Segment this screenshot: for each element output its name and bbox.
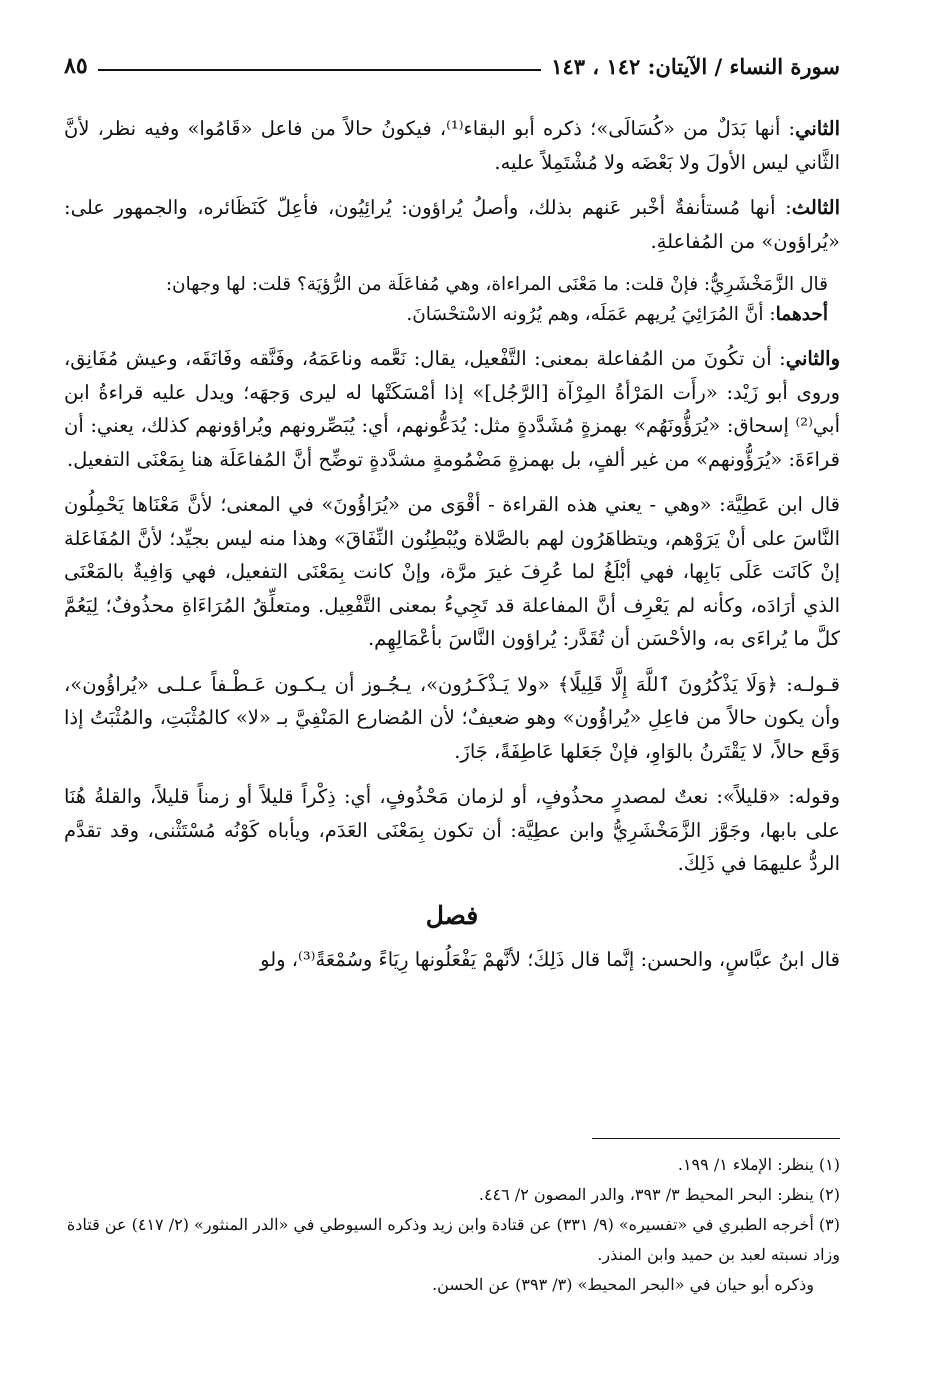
footnote: (٣) أخرجه الطبري في «تفسيره» (٩/ ٣٣١) عن قتادة وابن زيد وذكره السيوطي في «الدر المنثور» (٢/ ٤١٧) عن قتادة وزاد نسبته لعبد بن حميد وابن المنذر. [66, 1215, 840, 1264]
paragraph [64, 488, 840, 656]
paragraph [64, 112, 840, 179]
paragraph-text: قال ابن عَطِيَّة: «وهي - يعني هذه القراءة - أقْوَى من «يُرَاؤُونَ» في المعنى؛ لأنَّ مَعْنَاها يَحْمِلُون النَّاسَ على أنْ يَرَوْهم، ويتظاهَرُون لهم بالصَّلاة ويُبْطِنُون النِّفَاقَ» وهذا منه ليس بجيِّد؛ لأنَّ المُفَاعَلة إنْ كَانَت عَلَى بَابِها، فهي أبْلَغُ لما عُرِفَ غيرَ مرَّة، وإنْ كانت بِمَعْنَى التفعيل، فهي وَافِيةٌ بالمَعْنَى الذي أرَادَه، وكأنه لم يَعْرِف أنَّ المفاعلة قد تَجِيءُ بمعنى التَّفْعِيل. ومتعلِّقُ المُرَاءَاةِ محذُوفٌ؛ لِيَعُمَّ كلَّ ما يُراءَى به، والأحْسَن أن تُقَدَّر: يُراؤون النَّاسَ بأعْمَالِهِم. [64, 493, 840, 650]
footnotes [64, 1150, 840, 1300]
page-number: ٨٥ [64, 53, 88, 79]
main-text [64, 112, 840, 988]
paragraph [64, 191, 840, 258]
paragraph [64, 668, 840, 769]
paragraph-lead: أحدهما [775, 304, 828, 325]
paragraph-lead: الثاني [795, 117, 840, 140]
paragraph: قال ابنُ عبَّاسٍ، والحسن: إنَّما قال ذَلِكَ؛ لأنَّهمْ يَفْعَلُونها رِيَاءً وسُمْعَةً⁽³⁾، ولو [260, 947, 840, 971]
paragraph-text: : أن تكُونَ من المُفاعلة بمعنى: التَّفْعيل، يقال: نَعَّمه وناعَمَهُ، وفَنَّقه وفَانَقَه، وعيش مُفَانِق، وروى أبو زَيْد: «رأَت المَرْأةُ المِرْآة [الرَّجُل]» إذا أمْسَكَتْها له ليرى وَجهَه؛ ويدل عليه قراءةُ ابن أبي⁽²⁾ إسحاق: «يُرَؤُّونَهُم» بهمزةٍ مُشَدَّدةٍ مثل: يُدَعُّونهم، أي: يُبَصِّرونهم ويُراؤونهم كذلك، يعني: أن قراءَةَ: «يُرَؤُّونهم» من غير ألفٍ، بل بهمزةٍ مَضْمُومةٍ مشدَّدةٍ توضِّح أنَّ المُفاعَلَة هنا بِمَعْنَى التفعيل. [64, 347, 840, 471]
section-heading: فصل [425, 900, 479, 930]
footnote: (٢) ينظر: البحر المحيط ٣/ ٣٩٣، والدر المصون ٢/ ٤٤٦. [478, 1185, 840, 1204]
paragraph-text: : أنها بَدَلٌ من «كُسَالَى»؛ ذكره أبو البقاء⁽¹⁾، فيكونُ حالاً من فاعل «قَامُوا» وفيه نظر، لأنَّ الثَّاني ليس الأولَ ولا بَعْضَه ولا مُشْتَمِلاً عليه. [64, 117, 840, 174]
paragraph [64, 342, 840, 476]
paragraph-lead: والثاني [785, 347, 840, 370]
footnote: وذكره أبو حيان في «البحر المحيط» (٣/ ٣٩٣) عن الحسن. [432, 1275, 814, 1294]
paragraph-text: وقوله: «قليلاً»: نعتٌ لمصدرٍ محذُوفٍ، أو لزمان مَحْذُوفٍ، أي: ذِكْراً قليلاً أو زمناً قليلاً، والقلةُ هُنَا على بابها، وجَوَّز الزَّمَخْشَرِيُّ وابن عطِيَّة: أن تكون بِمَعْنَى العَدَم، ويأباه كَوْنُه مُسْتَثْنى، وقد تقدَّم الردُّ عليهمَا في ذَلِكَ. [64, 785, 840, 875]
footnote: (١) ينظر: الإملاء ١/ ١٩٩. [677, 1155, 840, 1174]
quote-paragraph [64, 300, 840, 330]
paragraph-text: : أنَّ المُرَائِيَ يُريهم عَمَلَه، وهم يُرُونه الاسْتحْسَانَ. [406, 304, 776, 325]
running-title: سورة النساء / الآيتان: ١٤٢ ، ١٤٣ [551, 53, 840, 79]
footnote-divider [592, 1138, 840, 1139]
page-header [64, 46, 840, 86]
paragraph [64, 780, 840, 881]
header-rule [98, 69, 542, 71]
paragraph-text: : أنها مُستأنفةٌ أخْبر عَنهم بذلك، وأصلُ يُراؤون: يُرائِيُون، فأعِلّ كَنَظَائره، والجمهور على: «يُراؤون» من المُفاعلةِ. [64, 196, 840, 253]
quote-paragraph [64, 270, 840, 300]
paragraph-lead: الثالث [791, 196, 840, 219]
paragraph-text: قـولـه: ﴿وَلَا يَذْكُرُونَ ٱللَّهَ إِلَّا قَلِيلًا﴾ «ولا يَـذْكَـرُون»، يـجُـوز أن يـكـون عَـطْـفاً عـلـى «يُراؤُون»، وأن يكون حالاً من فاعِلِ «يُراؤُون» وهو ضعيفٌ؛ لأن المُضارع المَنْفِيَّ بـ «لا» كالمُثْبَتِ، والمُثْبَتُ إذا وَقَع حالاً، لا يَقْتَرنُ بالوَاوِ، فإنْ جَعَلها عَاطِفَةً، جَازَ. [64, 672, 840, 763]
paragraph-text: قال الزَّمَخْشَرِيُّ: فإنْ قلت: ما مَعْنَى المراءاة، وهي مُفاعَلَة من الرُّؤيَة؟ قلت: لها وجهان: [165, 274, 828, 295]
